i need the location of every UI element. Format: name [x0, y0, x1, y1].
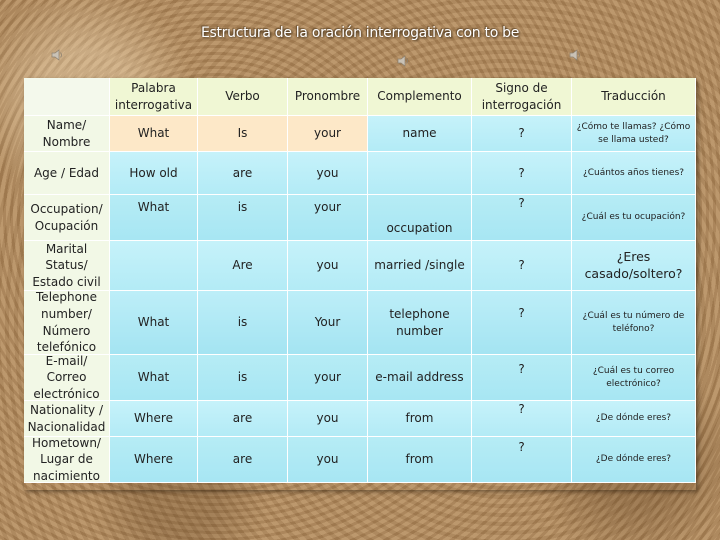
table-cell-complemento: name [368, 116, 472, 152]
slide-title: Estructura de la oración interrogativa con to be [200, 25, 520, 41]
table-cell-traduccion: ¿Cuál es tu correo electrónico? [572, 355, 696, 401]
speaker-icon[interactable] [568, 48, 582, 62]
table-cell-verbo: is [198, 355, 288, 401]
table-cell-signo: ? [472, 355, 572, 401]
table-cell-verbo: is [198, 291, 288, 355]
row-label-nationality: Nationality / Nacionalidad [24, 401, 110, 437]
header-signo: Signo de interrogación [472, 78, 572, 116]
table-cell-signo: ? [472, 116, 572, 152]
table-cell-palabra: How old [110, 152, 198, 195]
table-cell-signo: ? [472, 241, 572, 291]
table-cell-pronombre: you [288, 437, 368, 483]
table-cell-traduccion: ¿Cuál es tu ocupación? [572, 195, 696, 241]
table-cell-pronombre: you [288, 152, 368, 195]
table-cell-palabra [110, 241, 198, 291]
table-cell-complemento: married /single [368, 241, 472, 291]
table-cell-verbo: are [198, 152, 288, 195]
header-pronombre: Pronombre [288, 78, 368, 116]
table-corner [24, 78, 110, 116]
row-label-name: Name/ Nombre [24, 116, 110, 152]
table-cell-complemento: e-mail address [368, 355, 472, 401]
table-cell-verbo: is [198, 195, 288, 241]
table-cell-complemento: from [368, 401, 472, 437]
header-traduccion: Traducción [572, 78, 696, 116]
table-cell-signo: ? [472, 401, 572, 437]
table-cell-traduccion: ¿De dónde eres? [572, 437, 696, 483]
table-cell-palabra: What [110, 355, 198, 401]
table-cell-traduccion: ¿Cómo te llamas? ¿Cómo se llama usted? [572, 116, 696, 152]
row-label-occupation: Occupation/ Ocupación [24, 195, 110, 241]
table-cell-complemento: from [368, 437, 472, 483]
row-label-email: E-mail/ Correo electrónico [24, 355, 110, 401]
row-label-hometown: Hometown/ Lugar de nacimiento [24, 437, 110, 483]
speaker-icon[interactable] [396, 54, 410, 68]
row-label-marital: Marital Status/ Estado civil [24, 241, 110, 291]
table-cell-pronombre: your [288, 355, 368, 401]
row-label-age: Age / Edad [24, 152, 110, 195]
table-cell-pronombre: Your [288, 291, 368, 355]
table-cell-palabra: What [110, 291, 198, 355]
table-cell-verbo: Are [198, 241, 288, 291]
header-verbo: Verbo [198, 78, 288, 116]
table-cell-complemento: telephone number [368, 291, 472, 355]
header-palabra: Palabra interrogativa [110, 78, 198, 116]
table-cell-palabra: What [110, 116, 198, 152]
table-cell-pronombre: you [288, 241, 368, 291]
table-cell-palabra: Where [110, 401, 198, 437]
table-cell-traduccion: ¿Eres casado/soltero? [572, 241, 696, 291]
table-cell-complemento [368, 152, 472, 195]
table-cell-signo: ? [472, 195, 572, 241]
table-cell-palabra: Where [110, 437, 198, 483]
table-cell-complemento: occupation [368, 195, 472, 241]
header-complemento: Complemento [368, 78, 472, 116]
table-cell-pronombre: your [288, 195, 368, 241]
row-label-telephone: Telephone number/ Número telefónico [24, 291, 110, 355]
table-cell-verbo: are [198, 401, 288, 437]
table-cell-pronombre: your [288, 116, 368, 152]
table-cell-traduccion: ¿Cuál es tu número de teléfono? [572, 291, 696, 355]
table-cell-verbo: are [198, 437, 288, 483]
table-cell-traduccion: ¿Cuántos años tienes? [572, 152, 696, 195]
table-cell-signo: ? [472, 152, 572, 195]
speaker-icon[interactable] [50, 48, 64, 62]
table-cell-signo: ? [472, 291, 572, 355]
table-cell-verbo: Is [198, 116, 288, 152]
table-cell-pronombre: you [288, 401, 368, 437]
table-cell-traduccion: ¿De dónde eres? [572, 401, 696, 437]
table-cell-palabra: What [110, 195, 198, 241]
table-cell-signo: ? [472, 437, 572, 483]
interrogative-table [24, 78, 696, 490]
